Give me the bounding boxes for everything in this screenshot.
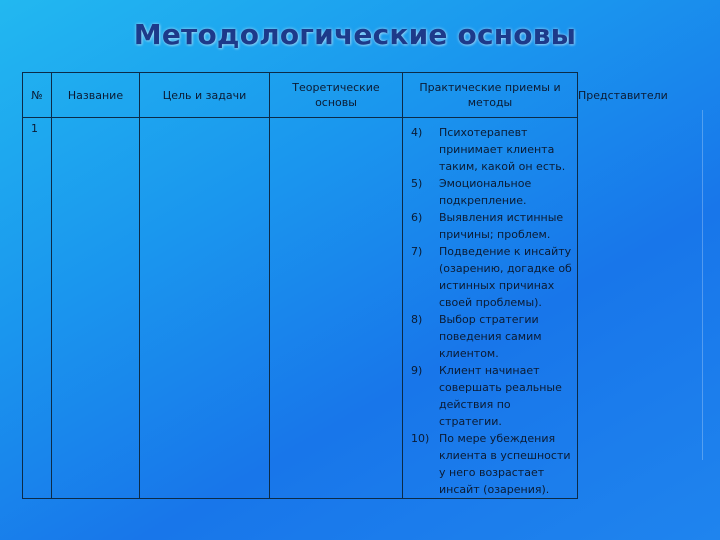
item-number: 8) [411,313,423,326]
item-number: 10) [411,432,430,445]
header-theory: Теоретические основы [270,73,403,118]
item-number: 5) [411,177,423,190]
header-name: Название [52,73,140,118]
table-header-row [23,73,688,118]
cell-theory [270,118,403,499]
cell-methods [403,118,578,499]
header-number: № [23,73,52,118]
methods-list [403,124,577,498]
item-number: 6) [411,211,423,224]
list-item [411,209,573,243]
decorative-edge-line [702,110,703,460]
table-row [23,118,688,499]
item-text: Подведение к инсайту (озарению, догадке об истинных причинах своей проблемы). [439,245,572,309]
item-number: 4) [411,126,423,139]
list-item [411,430,573,498]
list-item [411,243,573,311]
list-item [411,124,573,175]
list-item [411,362,573,430]
header-methods: Практические приемы и методы [403,73,578,118]
item-text: Выявления истинные причины; проблем. [439,211,564,241]
item-number: 9) [411,364,423,377]
item-text: Выбор стратегии поведения самим клиентом. [439,313,542,360]
item-text: Эмоциональное подкрепление. [439,177,532,207]
cell-goals [140,118,270,499]
header-representatives: Представители [578,88,668,102]
header-goals: Цель и задачи [140,73,270,118]
slide-title: Методологические основы [133,18,577,51]
list-item [411,311,573,362]
methodology-table [22,72,688,499]
cell-name [52,118,140,499]
list-item [411,175,573,209]
item-text: По мере убеждения клиента в успешности у него возрастает инсайт (озарения). [439,432,571,496]
item-text: Клиент начинает совершать реальные действия по стратегии. [439,364,562,428]
cell-number: 1 [23,118,52,499]
cell-representatives [578,118,688,499]
item-number: 7) [411,245,423,258]
item-text: Психотерапевт принимает клиента таким, какой он есть. [439,126,566,173]
